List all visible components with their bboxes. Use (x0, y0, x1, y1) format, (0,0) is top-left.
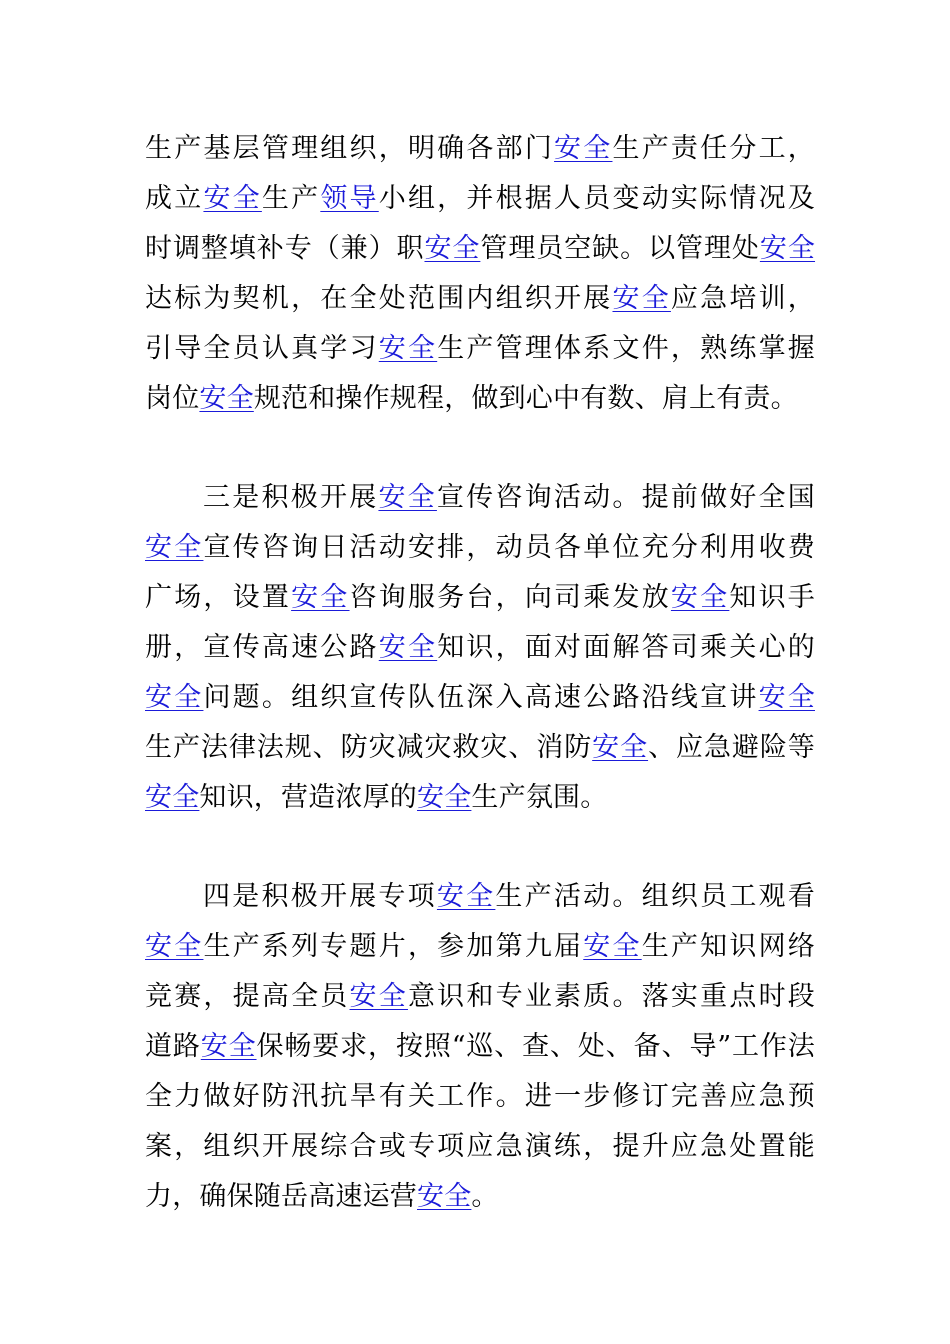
text-line (145, 1172, 815, 1222)
text-segment: 生产基层管理组织，明确各部门 (145, 133, 555, 164)
hyperlink[interactable]: 安全 (145, 682, 204, 713)
text-segment: 达标为契机，在全处范围内组织开展 (145, 283, 613, 314)
text-segment: 广场，设置 (145, 582, 292, 613)
hyperlink[interactable]: 安全 (583, 931, 642, 962)
text-segment: 、应急避险等 (648, 732, 815, 763)
hyperlink[interactable]: 安全 (554, 133, 613, 164)
text-line (145, 723, 815, 773)
text-segment: 意识和专业素质。落实重点时段 (407, 981, 815, 1012)
text-line (145, 922, 815, 972)
text-segment: 生产氛围。 (471, 782, 608, 813)
text-line (145, 374, 815, 424)
hyperlink[interactable]: 安全 (145, 782, 200, 813)
text-segment: 。 (471, 1181, 499, 1212)
text-segment: 岗位 (145, 383, 200, 414)
text-segment: 时调整填补专（兼）职 (145, 233, 425, 264)
text-segment: 保畅要求，按照“巡、查、处、备、导”工作法 (256, 1031, 815, 1062)
text-segment: 宣传咨询日活动安排，动员各单位充分利用收费 (203, 532, 815, 563)
text-segment: 生产系列专题片，参加第九届 (203, 931, 584, 962)
text-segment: 道路 (145, 1031, 201, 1062)
text-segment: 竞赛，提高全员 (145, 981, 350, 1012)
text-segment: 册，宣传高速公路 (145, 632, 379, 663)
text-segment: 成立 (145, 183, 204, 214)
hyperlink[interactable]: 安全 (417, 1181, 472, 1212)
text-segment: 知识，营造浓厚的 (199, 782, 418, 813)
hyperlink[interactable]: 安全 (349, 981, 408, 1012)
hyperlink[interactable]: 安全 (378, 482, 437, 513)
text-line (145, 872, 815, 922)
paragraph-special-activities (145, 872, 815, 1222)
hyperlink[interactable]: 安全 (199, 383, 254, 414)
text-segment: 四是积极开展专项 (203, 881, 437, 912)
hyperlink[interactable]: 安全 (200, 1031, 257, 1062)
text-line (145, 1022, 815, 1072)
text-line (145, 1122, 815, 1172)
text-segment: 知识，面对面解答司乘关心的 (437, 632, 815, 663)
text-segment: 引导全员认真学习 (145, 333, 379, 364)
text-segment: 知识手 (729, 582, 815, 613)
hyperlink[interactable]: 安全 (378, 333, 438, 364)
text-segment: 咨询服务台，向司乘发放 (349, 582, 671, 613)
text-line (145, 773, 815, 823)
text-segment: 规范和操作规程，做到心中有数、肩上有责。 (253, 383, 798, 414)
text-segment: 应急培训， (670, 283, 815, 314)
text-segment: 全力做好防汛抗旱有关工作。进一步修订完善应急预 (145, 1081, 815, 1112)
text-segment: 生产法律法规、防灾减灾救灾、消防 (145, 732, 593, 763)
text-segment: 管理员空缺。以管理处 (480, 233, 760, 264)
text-line (145, 274, 815, 324)
hyperlink[interactable]: 安全 (417, 782, 472, 813)
text-segment: 三是积极开展 (203, 482, 379, 513)
text-line (145, 573, 815, 623)
hyperlink[interactable]: 安全 (145, 931, 204, 962)
text-segment: 力，确保随岳高速运营 (145, 1181, 417, 1212)
text-line (145, 673, 815, 723)
paragraph-publicity-activities (145, 473, 815, 823)
text-segment: 问题。组织宣传队伍深入高速公路沿线宣讲 (203, 682, 759, 713)
hyperlink[interactable]: 安全 (592, 732, 649, 763)
text-segment: 小组，并根据人员变动实际情况及 (378, 183, 815, 214)
text-line (145, 473, 815, 523)
text-line (145, 523, 815, 573)
hyperlink[interactable]: 安全 (759, 233, 816, 264)
text-segment: 宣传咨询活动。提前做好全国 (436, 482, 815, 513)
text-line (145, 1072, 815, 1122)
paragraph-organization (145, 124, 815, 424)
text-line (145, 174, 815, 224)
text-line (145, 623, 815, 673)
hyperlink[interactable]: 安全 (378, 632, 438, 663)
text-segment: 生产管理体系文件，熟练掌握 (437, 333, 815, 364)
hyperlink[interactable]: 领导 (320, 183, 379, 214)
hyperlink[interactable]: 安全 (203, 183, 262, 214)
hyperlink[interactable]: 安全 (758, 682, 815, 713)
text-segment: 生产 (261, 183, 321, 214)
text-line (145, 324, 815, 374)
text-line (145, 972, 815, 1022)
text-line (145, 124, 815, 174)
hyperlink[interactable]: 安全 (145, 532, 204, 563)
hyperlink[interactable]: 安全 (291, 582, 350, 613)
text-segment: 案，组织开展综合或专项应急演练，提升应急处置能 (145, 1131, 815, 1162)
hyperlink[interactable]: 安全 (612, 283, 671, 314)
hyperlink[interactable]: 安全 (670, 582, 730, 613)
text-segment: 生产责任分工， (612, 133, 815, 164)
text-segment: 生产知识网络 (641, 931, 815, 962)
hyperlink[interactable]: 安全 (436, 881, 496, 912)
text-line (145, 224, 815, 274)
hyperlink[interactable]: 安全 (424, 233, 481, 264)
text-segment: 生产活动。组织员工观看 (495, 881, 815, 912)
